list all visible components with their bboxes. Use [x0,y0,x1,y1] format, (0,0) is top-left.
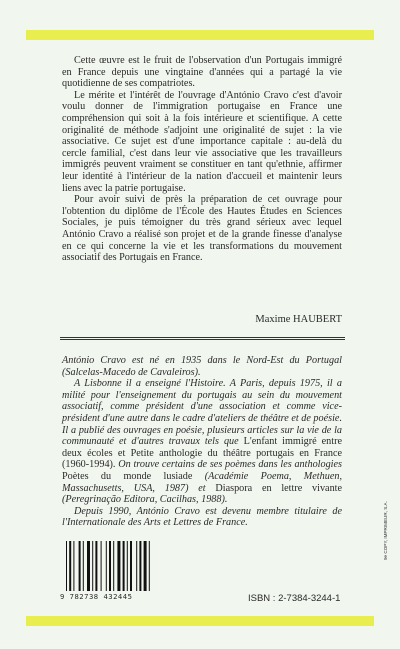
barcode-bar [87,541,90,591]
preface-paragraph: Cette œuvre est le fruit de l'observation d'un Portugais immigré en France depuis une vingtaine d'années qui a partagé la vie quotidienne de ses compatriotes. [62,55,342,90]
bio-text: A Lisbonne il a enseigné l'Histoire. A Paris, depuis 1975, il a milité pour l'enseignement du portugais au sein du mouvement associatif, comme président d'une association et comme vice-président d'une autre dans le cadre d'ateliers de théâtre et de poésie. Il a publié des ouvrages en poésie, plusieurs articles sur la vie de la communauté et d'autres travaux tels que [62,378,342,448]
bio-title: Poètes du monde lusiade [62,470,193,482]
preface-paragraph: Pour avoir suivi de près la préparation de cet ouvrage pour l'obtention du diplôme de l'École des Hautes Études en Sciences Sociales, je puis témoigner du très grand sérieux avec lequel António Cravo a réalisé son projet et de la grande finesse d'analyse en ce qui concerne la vie et les transformations du mouvement associatif des Portugais en France. [62,194,342,264]
barcode-bar [92,541,93,591]
barcode-bar [106,541,107,591]
isbn: ISBN : 2-7384-3244-1 [248,593,341,604]
barcode-bar [113,541,114,591]
barcode [60,541,155,607]
barcode-bar [83,541,84,591]
barcode-digits: 9 782738 432445 [60,592,133,601]
bio-paragraph: António Cravo est né en 1935 dans le Nord-Est du Portugal (Salcelas-Macedo de Cavaleiros). [62,355,342,378]
barcode-bar [109,541,111,591]
barcode-bar [139,541,141,591]
bio-text: (Académie Poema, Methuen, Massachusetts, USA, 1987) et [62,470,342,494]
barcode-bar [79,541,81,591]
barcode-bar [95,541,97,591]
barcode-bar [130,541,132,591]
barcode-bar [69,541,71,591]
bio-text: (Peregrinação Editora, Cacilhas, 1988). [62,494,228,506]
top-yellow-bar [26,30,374,40]
barcode-bar [117,541,120,591]
barcode-bars [66,541,151,591]
bio-title: L'enfant immigré entre deux écoles et Petite anthologie du théâtre portugais en France (1960-1994). [62,436,343,471]
barcode-bar [101,541,102,591]
barcode-bar [66,541,67,591]
author-bio [62,355,342,529]
barcode-bar [136,541,137,591]
bio-title: Diaspora en lettre vivante [215,482,343,494]
barcode-bar [149,541,150,591]
preface-text [62,55,342,264]
bio-paragraph: Depuis 1990, António Cravo est devenu membre titulaire de l'Internationale des Arts et Lettres de France. [62,505,342,529]
printer-credit: 9e COPY, IMPRIMEUR, S.A. [383,501,388,560]
divider-line [60,337,345,338]
barcode-bar [73,541,74,591]
preface-paragraph: Le mérite et l'intérêt de l'ouvrage d'António Cravo c'est d'avoir voulu donner de l'immigration portugaise en France une compréhension qui soit à la fois intérieure et scientifique. A cette originalité de méthode s'adjoint une originalité de sujet : la vie associative. Ce sujet est d'une importance capitale : au-delà du cercle familial, c'est dans leur vie associative que les travailleurs immigrés peuvent vraiment se constituer en tant qu'ethnie, affirmer leur identité à l'intérieur de la nation d'accueil et maintenir leurs liens avec la patrie portugaise. [62,89,342,194]
preface-signature: Maxime HAUBERT [255,314,342,325]
bio-text: On trouve certains de ses poèmes dans les anthologies [118,459,343,471]
bio-paragraph [62,378,342,506]
divider-line [60,339,345,340]
barcode-bar [127,541,128,591]
bottom-yellow-bar [26,616,374,626]
barcode-bar [144,541,147,591]
barcode-bar [123,541,125,591]
